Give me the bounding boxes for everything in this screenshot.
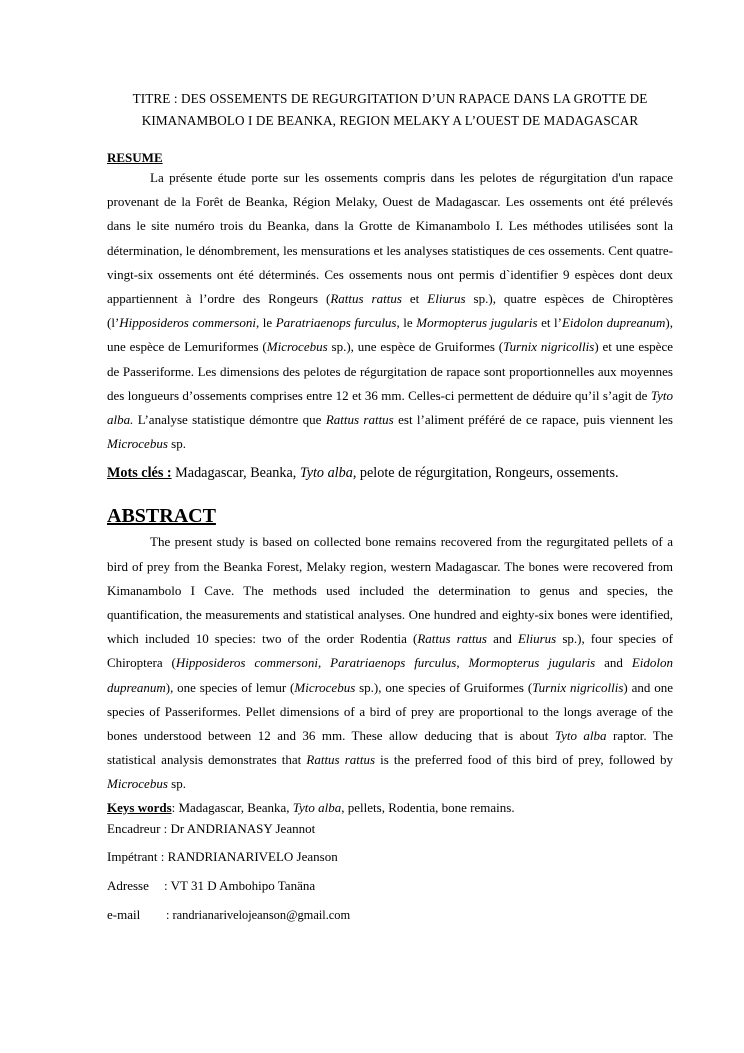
resume-heading: RESUME <box>107 150 163 165</box>
mots-cles: Mots clés : Madagascar, Beanka, Tyto alba, pelote de régurgitation, Rongeurs, ossements. <box>107 465 619 482</box>
email-value[interactable]: : randrianarivelojeanson@gmail.com <box>166 907 351 922</box>
email-label: e-mail <box>107 906 141 922</box>
title-line-2: KIMANAMBOLO I DE BEANKA, REGION MELAKY A L’OUEST DE MADAGASCAR <box>141 113 639 128</box>
mots-cles-label: Mots clés : <box>107 465 172 482</box>
impetrant-line: Impétrant : RANDRIANARIVELO Jeanson <box>107 848 338 864</box>
adresse-label: Adresse <box>107 877 149 893</box>
keywords-label: Keys words <box>107 799 172 815</box>
resume-paragraph: La présente étude porte sur les ossements compris dans les pelotes de régurgitation d'un rapace provenant de la Forêt de Beanka, Région Melaky, Ouest de Madagascar. Les ossements ont été prélevés dans le site numéro trois du Beanka, dans la Grotte de Kimanambolo I. Les méthodes utilisées sont la détermination, le dénombrement, les mensurations et les analyses statistiques de ces ossements. Cent quatre-vingt-six ossements ont été déterminés. Ces ossements nous ont permis d`identifier 9 espèces dont deux appartiennent à l’ordre des Rongeurs (Rattus rattus et Eliurus sp.), quatre espèces de Chiroptères (l’Hipposideros commersoni, le Paratriaenops furculus, le Mormopterus jugularis et l’Eidolon dupreanum), une espèce de Lemuriformes (Microcebus sp.), une espèce de Gruiformes (Turnix nigricollis) et une espèce de Passeriforme. Les dimensions des pelotes de régurgitation de rapace sont proportionnelles aux moyennes des longueurs d’ossements comprises entre 12 et 36 mm. Celles-ci permettent de déduire qu’il s’agit de Tyto alba. L’analyse statistique démontre que Rattus rattus est l’aliment préféré de ce rapace, puis viennent les Microcebus sp. <box>107 170 673 452</box>
adresse-line <box>107 876 673 905</box>
author-info <box>107 819 673 934</box>
document-title <box>107 88 673 132</box>
email-line <box>107 905 673 934</box>
abstract-paragraph: The present study is based on collected bone remains recovered from the regurgitated pellets of a bird of prey from the Beanka Forest, Melaky region, western Madagascar. The bones were recovered from Kimanambolo I Cave. The methods used included the determination to genus and species, the quantification, the measurements and statistical analyses. One hundred and eighty-six bones were identified, which included 10 species: two of the order Rodentia (Rattus rattus and Eliurus sp.), four species of Chiroptera (Hipposideros commersoni, Paratriaenops furculus, Mormopterus jugularis and Eidolon dupreanum), one species of lemur (Microcebus sp.), one species of Gruiformes (Turnix nigricollis) and one species of Passeriformes. Pellet dimensions of a bird of prey are proportional to the longs average of the bones understood between 12 and 36 mm. These allow deducing that is about Tyto alba raptor. The statistical analysis demonstrates that Rattus rattus is the preferred food of this bird of prey, followed by Microcebus sp. <box>107 534 674 792</box>
abstract-heading: ABSTRACT <box>107 505 216 528</box>
title-line-1: TITRE : DES OSSEMENTS DE REGURGITATION D’UN RAPACE DANS LA GROTTE DE <box>132 91 648 106</box>
adresse-value: : VT 31 D Ambohipo Tanäna <box>164 877 316 893</box>
encadreur-line: Encadreur : Dr ANDRIANASY Jeannot <box>107 820 316 836</box>
keywords: Keys words: Madagascar, Beanka, Tyto alba, pellets, Rodentia, bone remains. <box>107 799 515 815</box>
document-page <box>107 88 673 934</box>
